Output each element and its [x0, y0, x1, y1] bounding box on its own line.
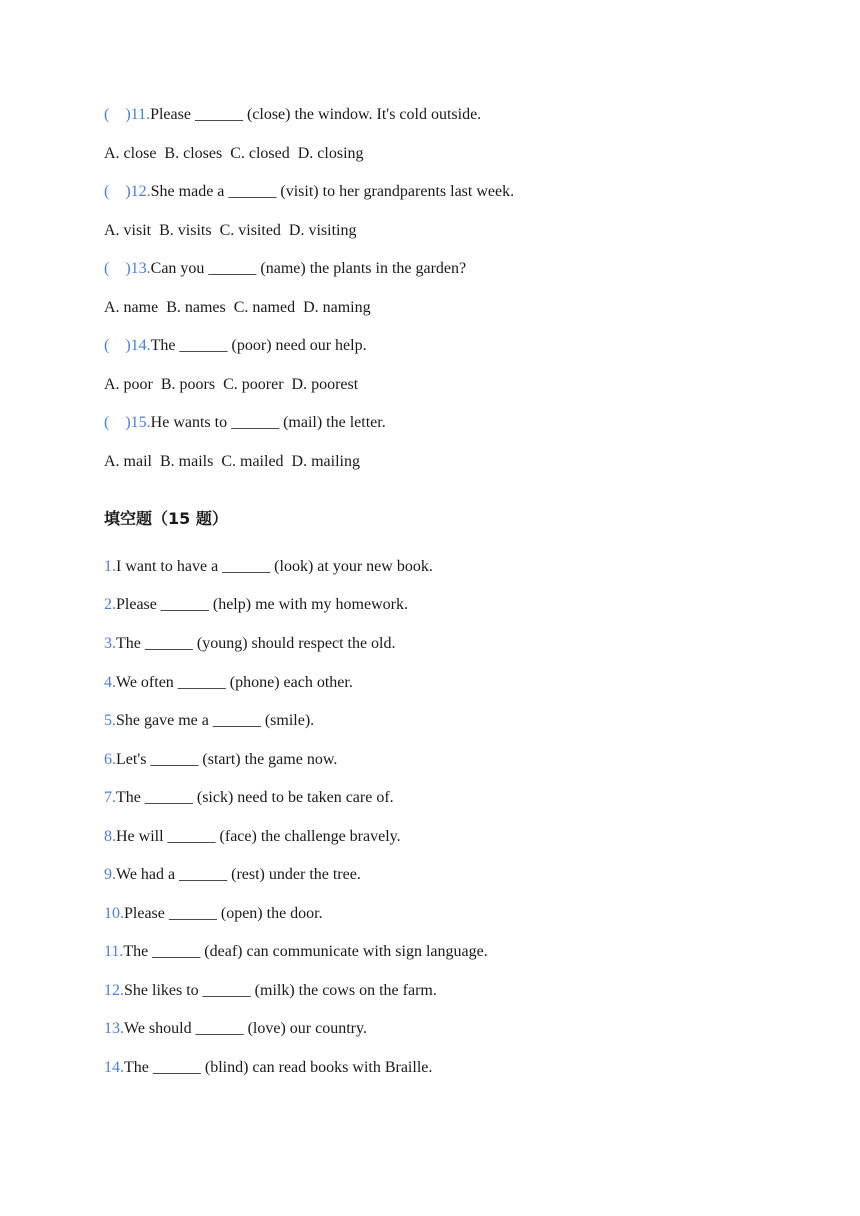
mc-question-12	[104, 182, 514, 202]
mc-question-14	[104, 336, 367, 356]
fill-question-11	[104, 942, 488, 962]
question-number: 14.	[104, 1059, 124, 1076]
question-number: 7.	[104, 789, 116, 806]
question-number: ( )11.	[104, 106, 151, 123]
question-number: 8.	[104, 828, 116, 845]
mc-options-14: A. poor B. poors C. poorer D. poorest	[104, 376, 359, 393]
mc-options-13: A. name B. names C. named D. naming	[104, 299, 371, 316]
question-text: He wants to ______ (mail) the letter.	[150, 414, 386, 431]
question-number: 10.	[104, 905, 124, 922]
question-number: 5.	[104, 712, 116, 729]
question-number: 3.	[104, 635, 116, 652]
question-number: ( )15.	[104, 414, 151, 431]
question-text: The ______ (blind) can read books with Braille.	[124, 1059, 433, 1076]
fill-question-13	[104, 1019, 367, 1039]
question-text: He will ______ (face) the challenge bravely.	[116, 828, 401, 845]
question-text: Please ______ (help) me with my homework.	[116, 596, 408, 613]
fill-question-7	[104, 788, 394, 808]
fill-question-14	[104, 1058, 432, 1078]
question-text: We often ______ (phone) each other.	[116, 674, 353, 691]
question-number: 12.	[104, 982, 124, 999]
question-text: Can you ______ (name) the plants in the garden?	[150, 260, 467, 277]
fill-question-6	[104, 750, 337, 770]
fill-question-4	[104, 673, 353, 693]
question-text: We had a ______ (rest) under the tree.	[116, 866, 361, 883]
mc-question-15	[104, 413, 386, 433]
question-text: The ______ (deaf) can communicate with sign language.	[123, 943, 488, 960]
fill-question-1	[104, 557, 433, 577]
question-number: 2.	[104, 596, 116, 613]
question-text: Let's ______ (start) the game now.	[116, 751, 338, 768]
question-text: She gave me a ______ (smile).	[116, 712, 315, 729]
fill-question-9	[104, 865, 361, 885]
fill-question-2	[104, 595, 408, 615]
mc-options-11: A. close B. closes C. closed D. closing	[104, 145, 364, 162]
question-number: 1.	[104, 558, 116, 575]
question-number: ( )12.	[104, 183, 151, 200]
question-number: ( )14.	[104, 337, 151, 354]
question-number: 13.	[104, 1020, 124, 1037]
mc-question-11	[104, 105, 481, 125]
question-text: The ______ (poor) need our help.	[150, 337, 367, 354]
question-number: 6.	[104, 751, 116, 768]
mc-options-15: A. mail B. mails C. mailed D. mailing	[104, 453, 360, 470]
fill-question-10	[104, 904, 323, 924]
question-text: The ______ (sick) need to be taken care of.	[116, 789, 394, 806]
question-number: 11.	[104, 943, 124, 960]
fill-question-8	[104, 827, 401, 847]
section-heading: 填空题（15 题）	[104, 509, 228, 528]
fill-question-12	[104, 981, 437, 1001]
question-number: 4.	[104, 674, 116, 691]
question-text: Please ______ (close) the window. It's cold outside.	[150, 106, 482, 123]
question-text: We should ______ (love) our country.	[124, 1020, 367, 1037]
fill-question-3	[104, 634, 396, 654]
question-text: She likes to ______ (milk) the cows on the farm.	[124, 982, 437, 999]
question-text: Please ______ (open) the door.	[124, 905, 323, 922]
fill-question-5	[104, 711, 314, 731]
mc-options-12: A. visit B. visits C. visited D. visiting	[104, 222, 357, 239]
mc-question-13	[104, 259, 466, 279]
question-text: The ______ (young) should respect the old.	[116, 635, 396, 652]
question-number: 9.	[104, 866, 116, 883]
question-text: I want to have a ______ (look) at your new book.	[116, 558, 433, 575]
question-number: ( )13.	[104, 260, 151, 277]
question-text: She made a ______ (visit) to her grandparents last week.	[150, 183, 515, 200]
